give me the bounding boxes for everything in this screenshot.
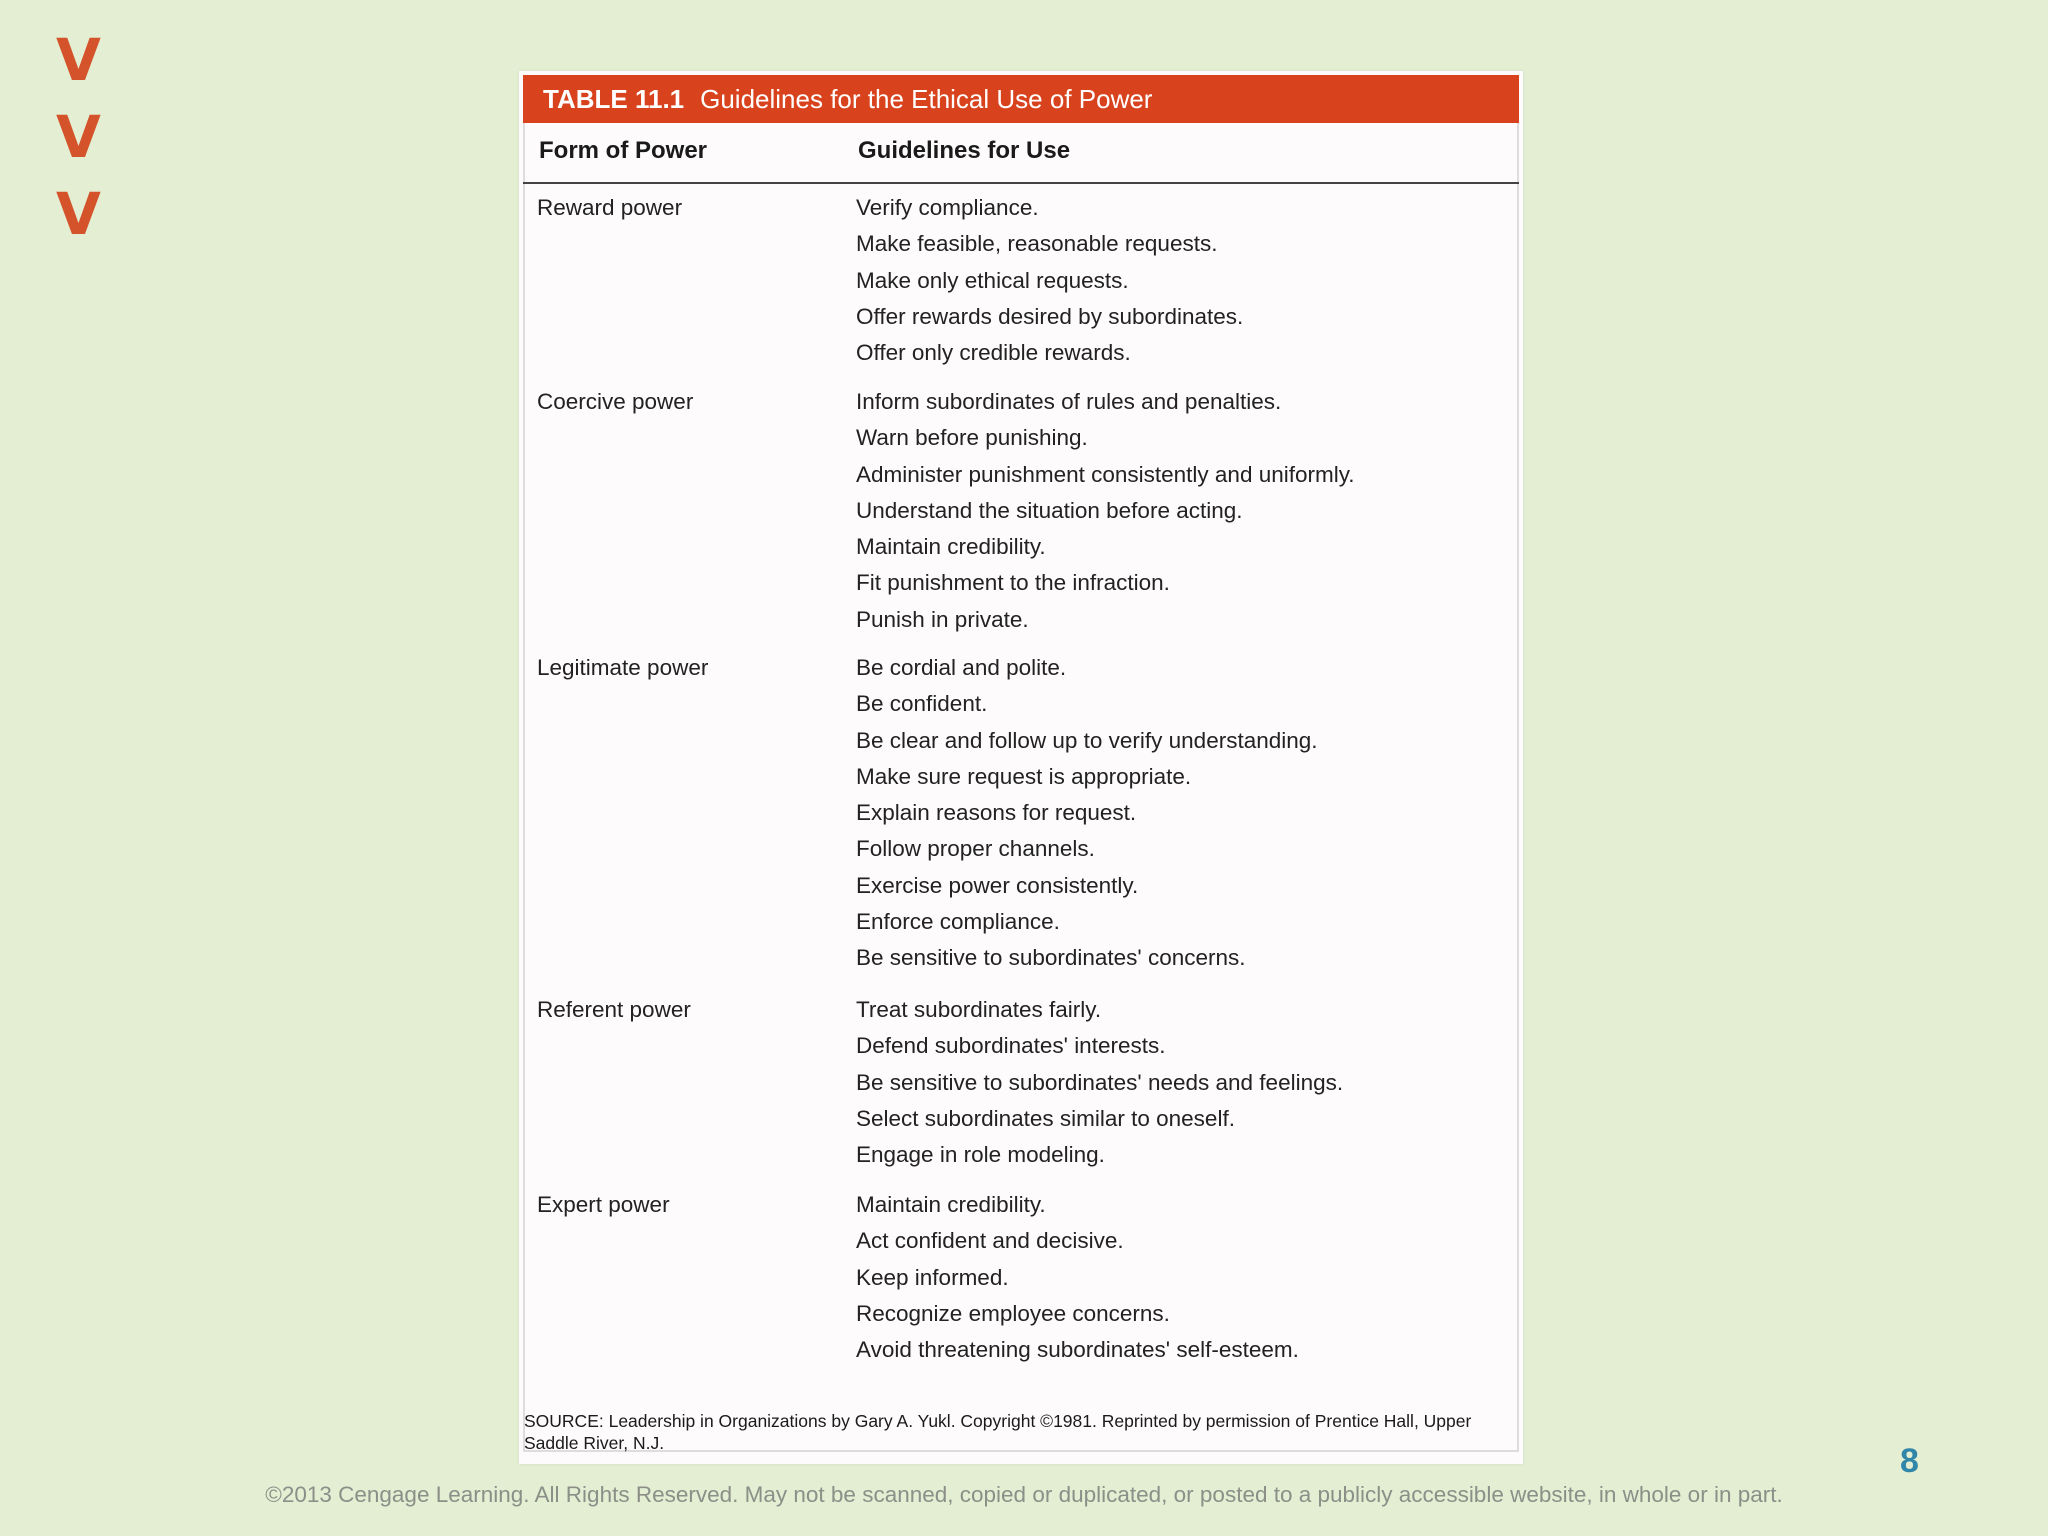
guideline-item: Fit punishment to the infraction. bbox=[856, 570, 1170, 596]
guideline-item: Offer rewards desired by subordinates. bbox=[856, 303, 1244, 329]
page-number: 8 bbox=[1900, 1442, 1919, 1480]
guideline-item: Keep informed. bbox=[856, 1264, 1009, 1290]
power-name: Expert power bbox=[537, 1192, 670, 1217]
table-number: TABLE 11.1 bbox=[543, 84, 685, 114]
guideline-item: Understand the situation before acting. bbox=[856, 497, 1243, 523]
guideline-item: Be sensitive to subordinates' concerns. bbox=[856, 945, 1246, 971]
guideline-item: Recognize employee concerns. bbox=[856, 1300, 1170, 1326]
guideline-item: Explain reasons for request. bbox=[856, 800, 1137, 826]
chevron-down-icon: V bbox=[56, 26, 101, 94]
guideline-item: Be cordial and polite. bbox=[856, 655, 1067, 680]
guideline-list bbox=[856, 190, 1243, 371]
guideline-list bbox=[856, 992, 1343, 1173]
guideline-item: Follow proper channels. bbox=[856, 836, 1095, 862]
guideline-item: Exercise power consistently. bbox=[856, 872, 1139, 898]
copyright-footer: ©2013 Cengage Learning. All Rights Reserved. May not be scanned, copied or duplicated, or posted to a publicly accessible website, in whole or in part. bbox=[265, 1482, 1783, 1507]
table-source-note: SOURCE: Leadership in Organizations by Gary A. Yukl. Copyright ©1981. Reprinted by permission of Prentice Hall, Upper Saddle River, N.J. bbox=[524, 1411, 1472, 1453]
guideline-item: Maintain credibility. bbox=[856, 534, 1046, 560]
column-header-form: Form of Power bbox=[539, 137, 708, 164]
guideline-item: Enforce compliance. bbox=[856, 909, 1060, 935]
guideline-item: Be clear and follow up to verify understanding. bbox=[856, 727, 1318, 753]
guideline-item: Be confident. bbox=[856, 691, 988, 717]
guideline-item: Be sensitive to subordinates' needs and feelings. bbox=[856, 1069, 1344, 1095]
power-name: Legitimate power bbox=[537, 655, 709, 680]
guideline-list bbox=[856, 650, 1318, 977]
header-divider bbox=[523, 182, 1519, 184]
guideline-item: Inform subordinates of rules and penalties. bbox=[856, 389, 1282, 414]
guideline-list bbox=[856, 1187, 1299, 1368]
guideline-item: Avoid threatening subordinates' self-esteem. bbox=[856, 1337, 1299, 1363]
table-figure bbox=[519, 71, 1523, 1464]
power-name: Referent power bbox=[537, 997, 691, 1022]
power-name: Coercive power bbox=[537, 389, 694, 414]
table-title: Guidelines for the Ethical Use of Power bbox=[700, 84, 1153, 114]
chevron-down-icon: V bbox=[56, 103, 101, 171]
guideline-item: Punish in private. bbox=[856, 606, 1029, 632]
chevron-decoration bbox=[56, 22, 106, 253]
guideline-item: Make sure request is appropriate. bbox=[856, 763, 1192, 789]
power-name: Reward power bbox=[537, 195, 683, 220]
guideline-item: Engage in role modeling. bbox=[856, 1142, 1105, 1168]
guideline-item: Verify compliance. bbox=[856, 195, 1039, 220]
guideline-item: Treat subordinates fairly. bbox=[856, 997, 1102, 1022]
guideline-item: Make feasible, reasonable requests. bbox=[856, 231, 1218, 257]
guideline-item: Administer punishment consistently and uniformly. bbox=[856, 461, 1355, 487]
column-header-guidelines: Guidelines for Use bbox=[858, 137, 1071, 164]
guideline-item: Warn before punishing. bbox=[856, 425, 1088, 451]
guideline-list bbox=[856, 384, 1355, 638]
guideline-item: Make only ethical requests. bbox=[856, 267, 1129, 293]
table-title-bar bbox=[523, 75, 1519, 123]
guideline-item: Act confident and decisive. bbox=[856, 1228, 1124, 1254]
guideline-item: Offer only credible rewards. bbox=[856, 340, 1131, 366]
guideline-item: Select subordinates similar to oneself. bbox=[856, 1105, 1235, 1131]
guideline-item: Maintain credibility. bbox=[856, 1192, 1046, 1217]
chevron-down-icon: V bbox=[56, 180, 101, 248]
guideline-item: Defend subordinates' interests. bbox=[856, 1033, 1166, 1059]
